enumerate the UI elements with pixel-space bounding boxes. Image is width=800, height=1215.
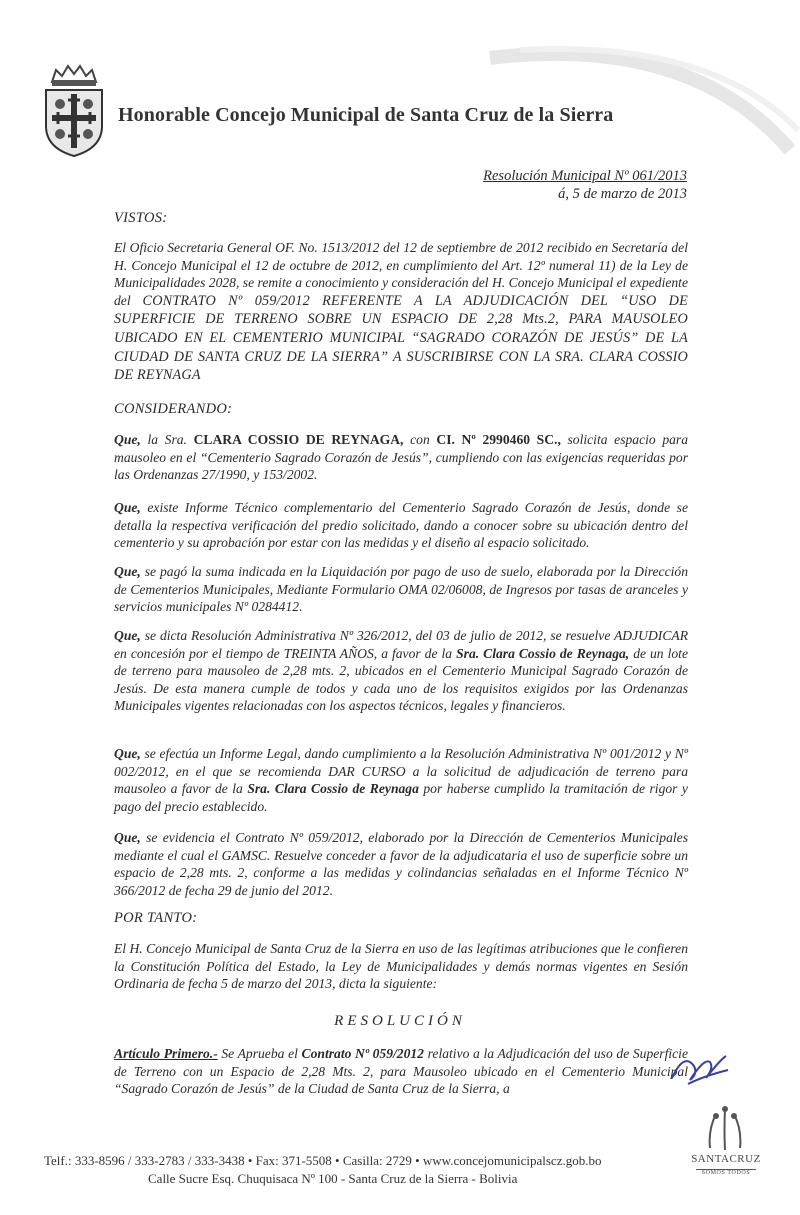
p5-text-b: por haberse cumplido la tramitación de rigor y pago del precio establecido. [114,781,688,814]
article-text-a: Se Aprueba el [221,1046,298,1061]
footer-contact: Telf.: 333-8596 / 333-2783 / 333-3438 • Fax: 371-5508 • Casilla: 2729 • www.concejomunicipalscz.gob.bo [44,1153,602,1168]
considerando-heading: CONSIDERANDO: [114,401,233,417]
vistos-contract-title: CONTRATO Nº 059/2012 REFERENTE A LA ADJUDICACIÓN DEL “USO DE SUPERFICIE DE TERRENO SOBRE UN ESPACIO DE 2,28 Mts.2, PARA MAUSOLEO UBICADO EN EL CEMENTERIO MUNICIPAL “SAGRADO CORAZÓN DE JESÚS” DE LA CIUDAD DE SANTA CRUZ DE LA SIERRA” A SUSCRIBIRSE CON LA SRA. CLARA COSSIO DE REYNAGA [114,292,688,384]
logo-subtext: SOMOS TODOS [696,1169,756,1176]
article-contract: Contrato Nº 059/2012 [301,1046,424,1061]
coat-of-arms-logo [42,60,106,160]
logo-text: SANTACRUZ [691,1153,761,1165]
considerando-paragraph-5 [114,745,688,815]
que-lead: Que, [114,432,141,447]
considerando-paragraph-3 [114,563,688,616]
footer-address: Calle Sucre Esq. Chuquisaca Nº 100 - Santa Cruz de la Sierra - Bolivia [148,1171,518,1186]
p1-name: CLARA COSSIO DE REYNAGA, [193,432,404,447]
p4-text-a: se dicta Resolución Administrativa Nº 326/2012, del 03 de julio de 2012, se resuelve ADJUDICAR en concesión por el tiempo de TREINTA AÑOS, a favor de la [114,628,688,661]
que-lead: Que, [114,746,141,761]
p5-text-a: se efectúa un Informe Legal, dando cumplimiento a la Resolución Administrativa Nº 001/2012 y Nº 002/2012, en el que se recomienda DAR CURSO a la solicitud de adjudicación de terreno para mausoleo a favor de la [114,746,688,797]
p1-ci: CI. Nº 2990460 SC., [436,432,561,447]
resolution-number: Resolución Municipal Nº 061/2013 [483,168,687,184]
considerando-paragraph-2 [114,499,688,552]
p1-text-a: la Sra. [147,432,187,447]
organization-name: Honorable Concejo Municipal de Santa Cruz de la Sierra [118,104,614,126]
considerando-paragraph-4 [114,627,688,715]
que-lead: Que, [114,500,141,515]
p1-text-b: con [410,432,430,447]
p6-text: se evidencia el Contrato Nº 059/2012, elaborado por la Dirección de Cementerios Municipales mediante el cual el GAMSC. Resuelve conceder a favor de la adjudicataria el uso de superficie sobre un espacio de 2,28 mts. 2, conforme a las medidas y colindancias señaladas en el Informe Técnico Nº 366/2012 de fecha 29 de junio del 2012. [114,830,689,898]
considerando-paragraph-6 [114,829,688,899]
p1-text-c: solicita espacio para mausoleo en el “Cementerio Sagrado Corazón de Jesús”, cumpliendo con las exigencias requeridas por las Ordenanzas 27/1990, y 153/2002. [114,432,688,483]
que-lead: Que, [114,628,141,643]
vistos-heading: VISTOS: [114,210,168,226]
por-tanto-paragraph: El H. Concejo Municipal de Santa Cruz de la Sierra en uso de las legítimas atribuciones que le confieren la Constitución Política del Estado, la Ley de Municipalidades y demás normas vigentes en Sesión Ordinaria de fecha 5 de marzo del 2013, dicta la siguiente: [114,941,688,992]
considerando-paragraph-1 [114,431,688,484]
vistos-text: El Oficio Secretaria General OF. No. 1513/2012 del 12 de septiembre de 2012 recibido en Secretaría del H. Concejo Municipal el 12 de octubre de 2012, en cumplimiento del Art. 12º numeral 11) de la Ley de Municipalidades 2028, se remite a conocimiento y consideración del H. Concejo Municipal el expediente del [114,240,688,308]
article-one-label: Artículo Primero.- [114,1046,218,1061]
p2-text: existe Informe Técnico complementario del Cementerio Sagrado Corazón de Jesús, donde se detalla la respectiva verificación del predio solicitado, dando a conocer sobre su ubicación dentro del cementerio y su aprobación por estar con las medidas y el diseño al espacio solicitado. [114,500,688,551]
p4-text-b: de un lote de terreno para mausoleo de 2,28 mts. 2, ubicados en el Cementerio Municipal Sagrado Corazón de Jesús. De esta manera cumple de todos y cada uno de los requisitos exigidos por las Ordenanzas Municipales vigentes relacionadas con los aspectos técnicos, legales y financieros. [114,645,688,714]
article-text-b: relativo a la Adjudicación del uso de Superficie de Terreno con un Espacio de 2,28 Mts. 2, para Mausoleo ubicado en el Cementerio Municipal “Sagrado Corazón de Jesús” de la Ciudad de Santa Cruz de la Sierra, a [114,1046,688,1097]
article-one-paragraph [114,1045,688,1098]
por-tanto-heading: POR TANTO: [114,910,198,926]
handwritten-signature [664,1048,734,1092]
resolution-date: á, 5 de marzo de 2013 [558,186,687,202]
que-lead: Que, [114,830,141,845]
que-lead: Que, [114,564,141,579]
resolucion-heading: RESOLUCIÓN [334,1013,466,1029]
p4-name: Sra. Clara Cossio de Reynaga, [456,645,630,661]
p3-text: se pagó la suma indicada en la Liquidación por pago de uso de suelo, elaborada por la Dirección de Cementerios Municipales, Mediante Formulario OMA 02/06008, de Ingresos por tasas de aranceles y servicios municipales Nº 0284412. [114,564,688,615]
p5-name: Sra. Clara Cossio de Reynaga [247,781,419,797]
header-swoosh-decoration [330,40,800,160]
vistos-paragraph [114,239,688,385]
